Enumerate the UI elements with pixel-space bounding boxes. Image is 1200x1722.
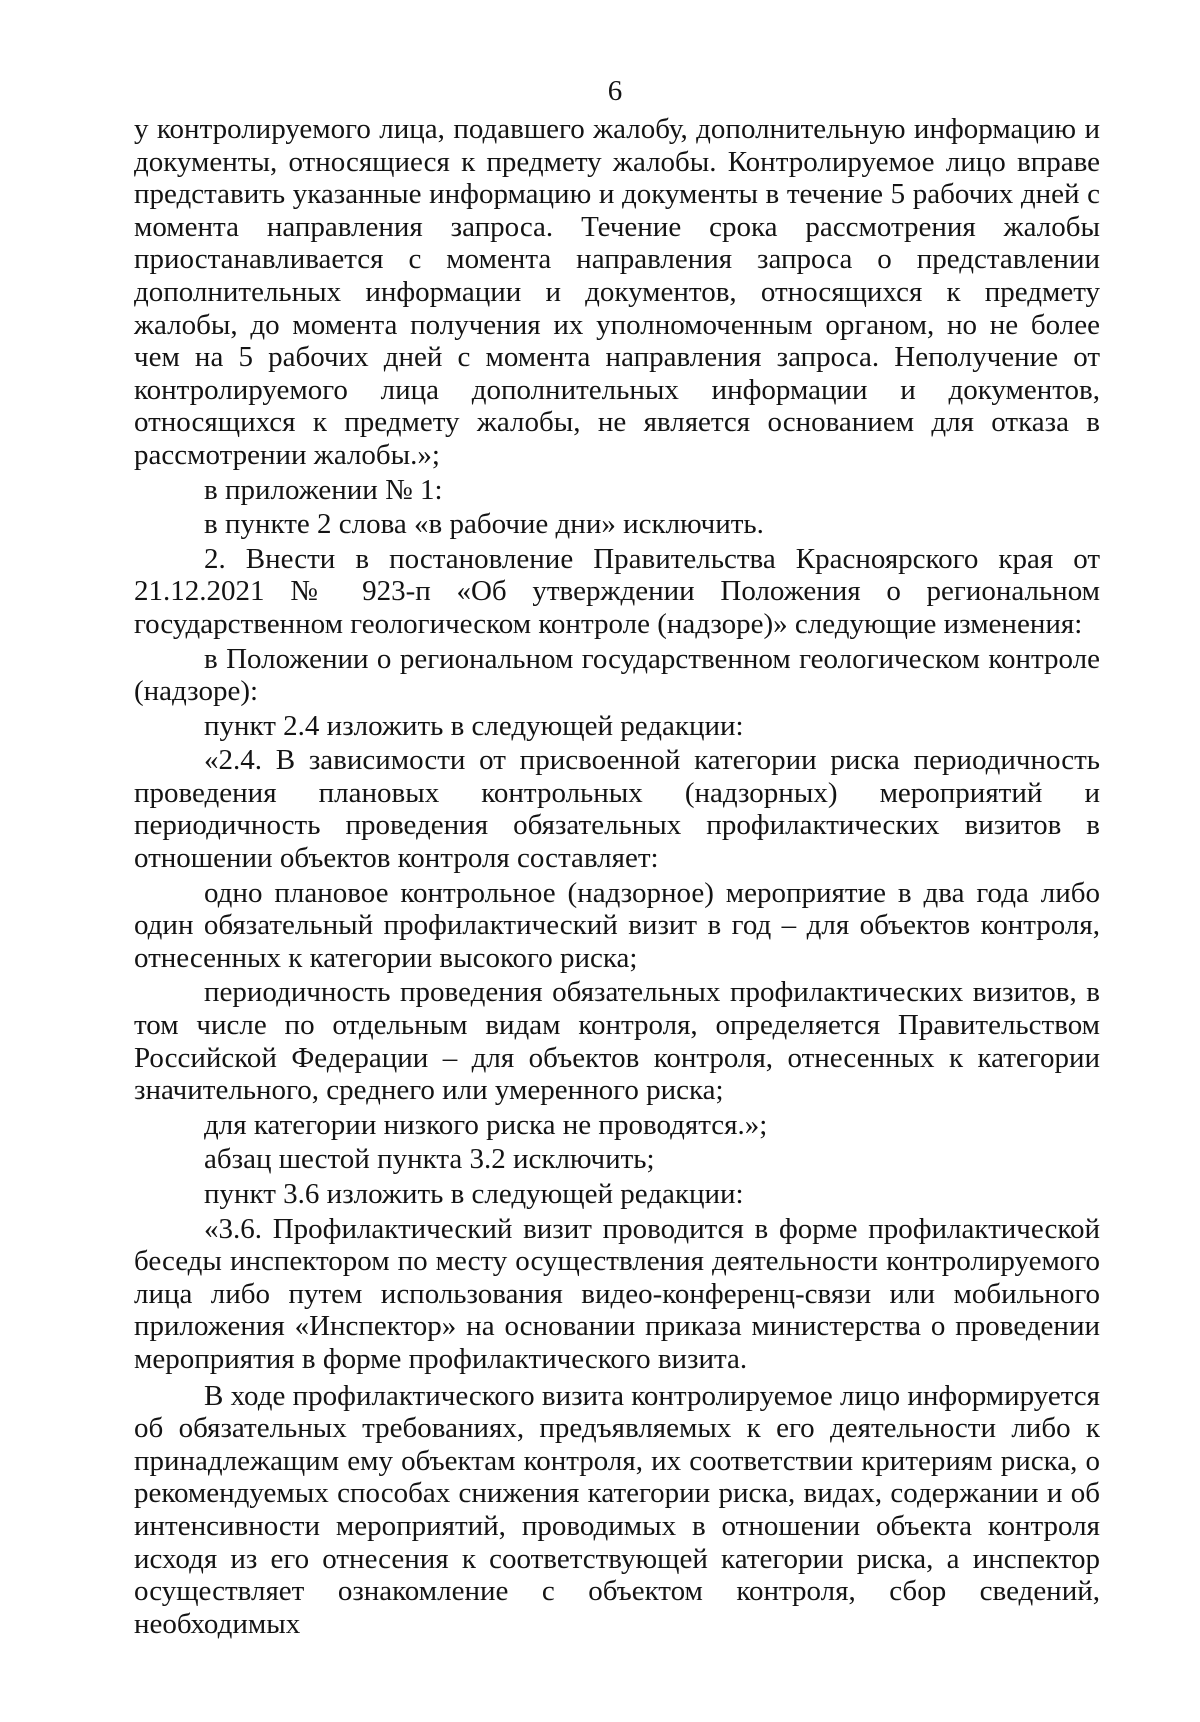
paragraph-regulation-geology: в Положении о региональном государственном геологическом контроле (надзоре): [134, 642, 1100, 708]
paragraph-point-3-2: абзац шестой пункта 3.2 исключить; [204, 1143, 655, 1176]
paragraph-visits-frequency: периодичность проведения обязательных профилактических визитов, в том числе по отдельным видам контроля, определяется Правительством Российской Федерации – для объектов контроля, отнесенных к категории значительного, среднего или умеренного риска; [134, 976, 1100, 1107]
paragraph-complaint-continuation: у контролируемого лица, подавшего жалобу, дополнительную информацию и документы, относящиеся к предмету жалобы. Контролируемое лицо вправе представить указанные информацию и документы в течение 5 рабочих дней с момента направления запроса. Течение срока рассмотрения жалобы приостанавливается с момента направления запроса о представлении дополнительных информации и документов, относящихся к предмету жалобы, до момента получения их уполномоченным органом, но не более чем на 5 рабочих дней с момента направления запроса. Неполучение от контролируемого лица дополнительных информации и документов, относящихся к предмету жалобы, не является основанием для отказа в рассмотрении жалобы.»; [134, 113, 1100, 471]
paragraph-visit-details: В ходе профилактического визита контролируемое лицо информируется об обязательных требованиях, предъявляемых к его деятельности либо к принадлежащим ему объектам контроля, их соответствии критериям риска, о рекомендуемых способах снижения категории риска, видах, содержании и об интенсивности мероприятий, проводимых в отношении объекта контроля исходя из его отнесения к соответствующей категории риска, а инспектор осуществляет ознакомление с объектом контроля, сбор сведений, необходимых [134, 1379, 1100, 1640]
paragraph-point-3-6-heading: пункт 3.6 изложить в следующей редакции: [204, 1178, 744, 1210]
paragraph-appendix-1: в приложении № 1: [204, 473, 443, 506]
page-number: 6 [607, 75, 623, 107]
paragraph-point-3-6-text: «3.6. Профилактический визит проводится в форме профилактической беседы инспектором по месту осуществления деятельности контролируемого лица либо путем использования видео-конференц-связи или мобильного приложения «Инспектор» на основании приказа министерства о проведении мероприятия в форме профилактического визита. [134, 1212, 1100, 1375]
document-body [134, 113, 1100, 1640]
paragraph-point-2-words: в пункте 2 слова «в рабочие дни» исключить. [204, 508, 764, 541]
paragraph-low-risk: для категории низкого риска не проводятся.»; [204, 1108, 768, 1141]
paragraph-point-2-4-heading: пункт 2.4 изложить в следующей редакции: [204, 709, 744, 742]
paragraph-high-risk: одно плановое контрольное (надзорное) мероприятие в два года либо один обязательный профилактический визит в год – для объектов контроля, отнесенных к категории высокого риска; [134, 876, 1100, 974]
paragraph-point-2-4-text: «2.4. В зависимости от присвоенной категории риска периодичность проведения плановых контрольных (надзорных) мероприятий и периодичность проведения обязательных профилактических визитов в отношении объектов контроля составляет: [134, 744, 1100, 875]
paragraph-item-2-resolution: 2. Внести в постановление Правительства Красноярского края от 21.12.2021 № 923-п «Об утверждении Положения о региональном государственном геологическом контроле (надзоре)» следующие изменения: [134, 542, 1100, 640]
